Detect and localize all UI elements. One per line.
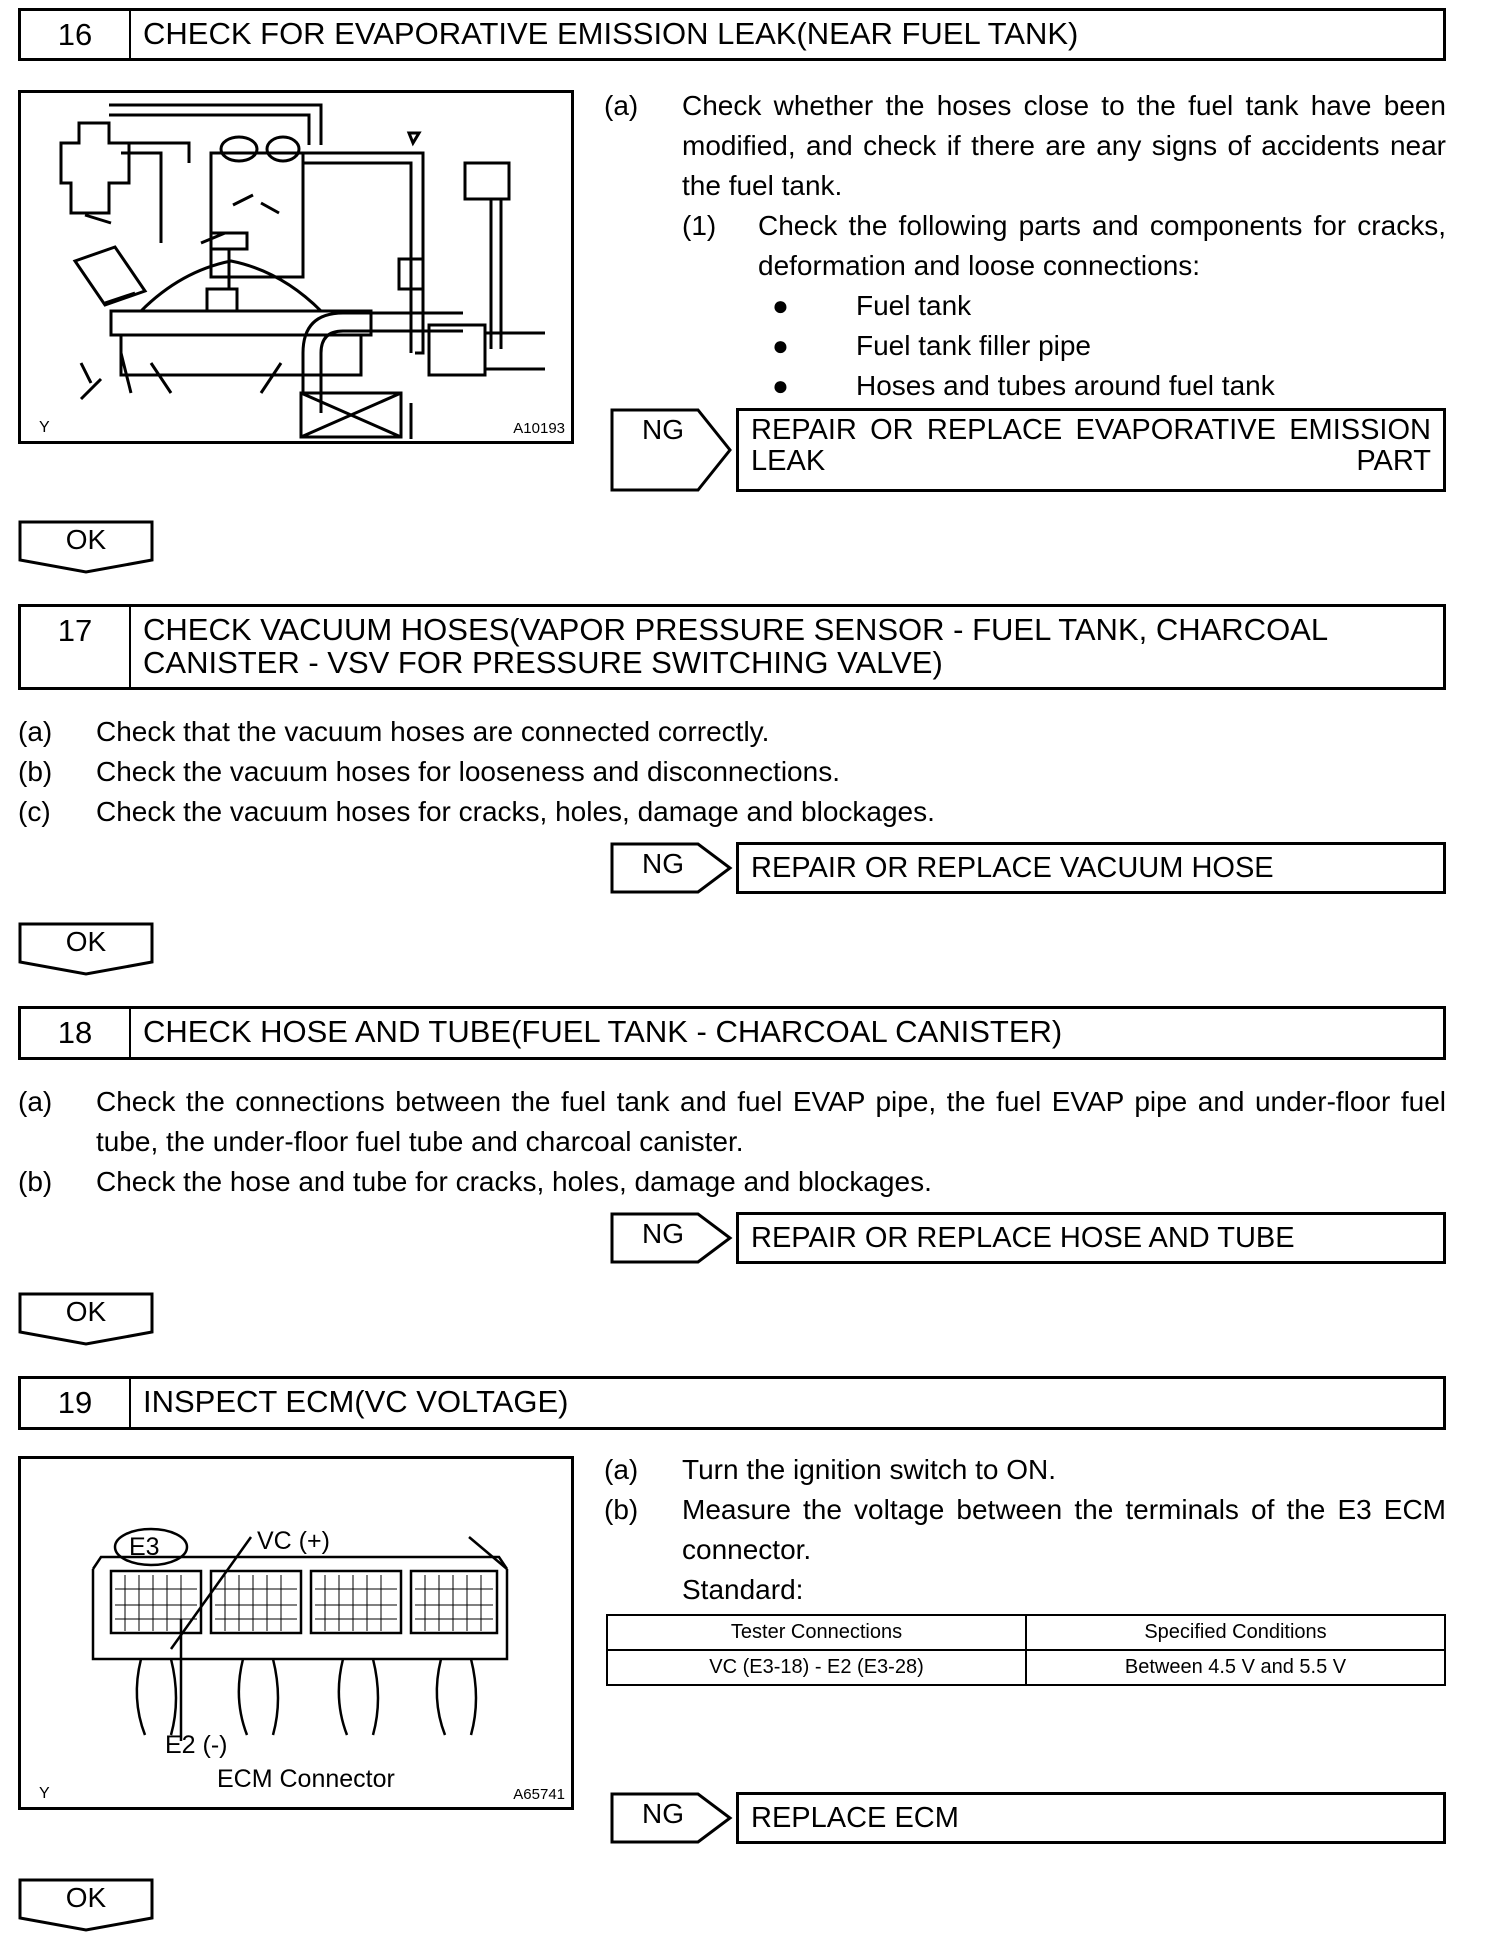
figure-code: A65741 (513, 1786, 565, 1803)
item-text: Turn the ignition switch to ON. (682, 1454, 1057, 1485)
instruction-item (18, 1082, 1446, 1162)
item-marker: (a) (18, 716, 53, 747)
step-16-instructions (604, 86, 1446, 406)
fuel-tank-illustration (21, 93, 577, 447)
bullet-icon: ● (772, 330, 789, 361)
ng-label: NG (642, 1798, 684, 1829)
step-title: CHECK HOSE AND TUBE(FUEL TANK - CHARCOAL CANISTER) (143, 1014, 1063, 1049)
step-18-header (18, 1006, 1446, 1060)
connector-id-label: E3 (129, 1533, 160, 1561)
ng-result-text: REPLACE ECM (751, 1802, 959, 1834)
step-title: CHECK VACUUM HOSES(VAPOR PRESSURE SENSOR - FUEL TANK, CHARCOAL CANISTER - VSV FOR PRESSURE SWITCHING VALVE) (143, 612, 1327, 680)
step-16-header (18, 8, 1446, 61)
figure-code: A10193 (513, 420, 565, 437)
instruction-item (18, 1162, 1446, 1202)
bullet-icon: ● (772, 370, 789, 401)
table-header-row (607, 1615, 1445, 1650)
step-17-instructions (18, 712, 1446, 832)
bullet-item (772, 286, 1446, 326)
figure-corner-mark: Y (39, 1785, 50, 1802)
ok-branch (18, 922, 154, 970)
figure-caption: ECM Connector (217, 1765, 395, 1793)
step-number: 17 (21, 607, 131, 687)
table-row (607, 1650, 1445, 1685)
item-marker: (b) (18, 1166, 53, 1197)
ng-label: NG (642, 414, 684, 445)
step-number: 16 (21, 11, 131, 58)
bullet-text: Fuel tank filler pipe (856, 330, 1092, 361)
ok-label: OK (65, 524, 107, 555)
item-text: Check that the vacuum hoses are connected correctly. (96, 716, 770, 747)
step-title: CHECK FOR EVAPORATIVE EMISSION LEAK(NEAR FUEL TANK) (143, 16, 1079, 51)
item-text: Check the hose and tube for cracks, holes, damage and blockages. (96, 1166, 932, 1197)
sub-instruction-item (604, 206, 1446, 286)
table-header: Specified Conditions (1026, 1615, 1445, 1650)
item-text: Check whether the hoses close to the fuel tank have been modified, and check if there are any signs of accidents near the fuel tank. (682, 90, 1446, 201)
step-19-header (18, 1376, 1446, 1430)
bullet-item (772, 326, 1446, 366)
ng-result-box (736, 1792, 1446, 1844)
step-18-instructions (18, 1082, 1446, 1202)
ok-label: OK (65, 1882, 107, 1913)
ok-branch (18, 1292, 154, 1340)
figure-corner-mark: Y (39, 419, 50, 436)
ng-label: NG (642, 1218, 684, 1249)
table-cell: VC (E3-18) - E2 (E3-28) (607, 1650, 1026, 1685)
item-marker: (b) (18, 756, 53, 787)
item-marker: (a) (18, 1086, 53, 1117)
sub-item-marker: (1) (682, 210, 717, 241)
vc-terminal-label: VC (+) (257, 1527, 330, 1555)
instruction-item (18, 792, 1446, 832)
ng-result-text: REPAIR OR REPLACE VACUUM HOSE (751, 852, 1274, 884)
table-cell: Between 4.5 V and 5.5 V (1026, 1650, 1445, 1685)
ng-result-text: REPAIR OR REPLACE EVAPORATIVE EMISSION LEAK PART (751, 414, 1431, 477)
parts-bullet-list (604, 286, 1446, 406)
step-number: 19 (21, 1379, 131, 1427)
item-text: Measure the voltage between the terminals of the E3 ECM connector. (682, 1494, 1446, 1565)
ok-label: OK (65, 926, 107, 957)
table-header: Tester Connections (607, 1615, 1026, 1650)
item-marker: (c) (18, 796, 51, 827)
bullet-text: Fuel tank (856, 290, 972, 321)
ng-result-box (736, 408, 1446, 492)
ng-result-box (736, 1212, 1446, 1264)
item-text: Check the vacuum hoses for cracks, holes, damage and blockages. (96, 796, 935, 827)
standard-spec-table (606, 1614, 1446, 1686)
item-marker: (b) (604, 1494, 639, 1525)
ok-branch (18, 1878, 154, 1926)
step-17-header (18, 604, 1446, 690)
e2-terminal-label: E2 (-) (165, 1731, 228, 1759)
bullet-icon: ● (772, 290, 789, 321)
item-text: Check the vacuum hoses for looseness and disconnections. (96, 756, 840, 787)
item-marker: (a) (604, 1454, 639, 1485)
ng-result-box (736, 842, 1446, 894)
ok-branch (18, 520, 154, 568)
step-19-instructions (604, 1450, 1446, 1610)
step-title: INSPECT ECM(VC VOLTAGE) (143, 1384, 569, 1419)
instruction-item (604, 86, 1446, 206)
ecm-connector-diagram (18, 1456, 574, 1810)
standard-label: Standard: (682, 1574, 804, 1605)
item-marker: (a) (604, 90, 639, 121)
bullet-item (772, 366, 1446, 406)
instruction-item (18, 752, 1446, 792)
fuel-tank-hose-diagram (18, 90, 574, 444)
step-number: 18 (21, 1009, 131, 1057)
ok-label: OK (65, 1296, 107, 1327)
item-text: Check the connections between the fuel tank and fuel EVAP pipe, the fuel EVAP pipe and under-floor fuel tube, the under-floor fuel tube and charcoal canister. (96, 1086, 1446, 1157)
ecm-connector-illustration (21, 1459, 577, 1813)
ng-result-text: REPAIR OR REPLACE HOSE AND TUBE (751, 1222, 1295, 1254)
instruction-item (604, 1490, 1446, 1570)
sub-item-text: Check the following parts and components for cracks, deformation and loose connections: (758, 210, 1446, 281)
bullet-text: Hoses and tubes around fuel tank (856, 370, 1275, 401)
instruction-item (18, 712, 1446, 752)
instruction-item (604, 1450, 1446, 1490)
ng-label: NG (642, 848, 684, 879)
